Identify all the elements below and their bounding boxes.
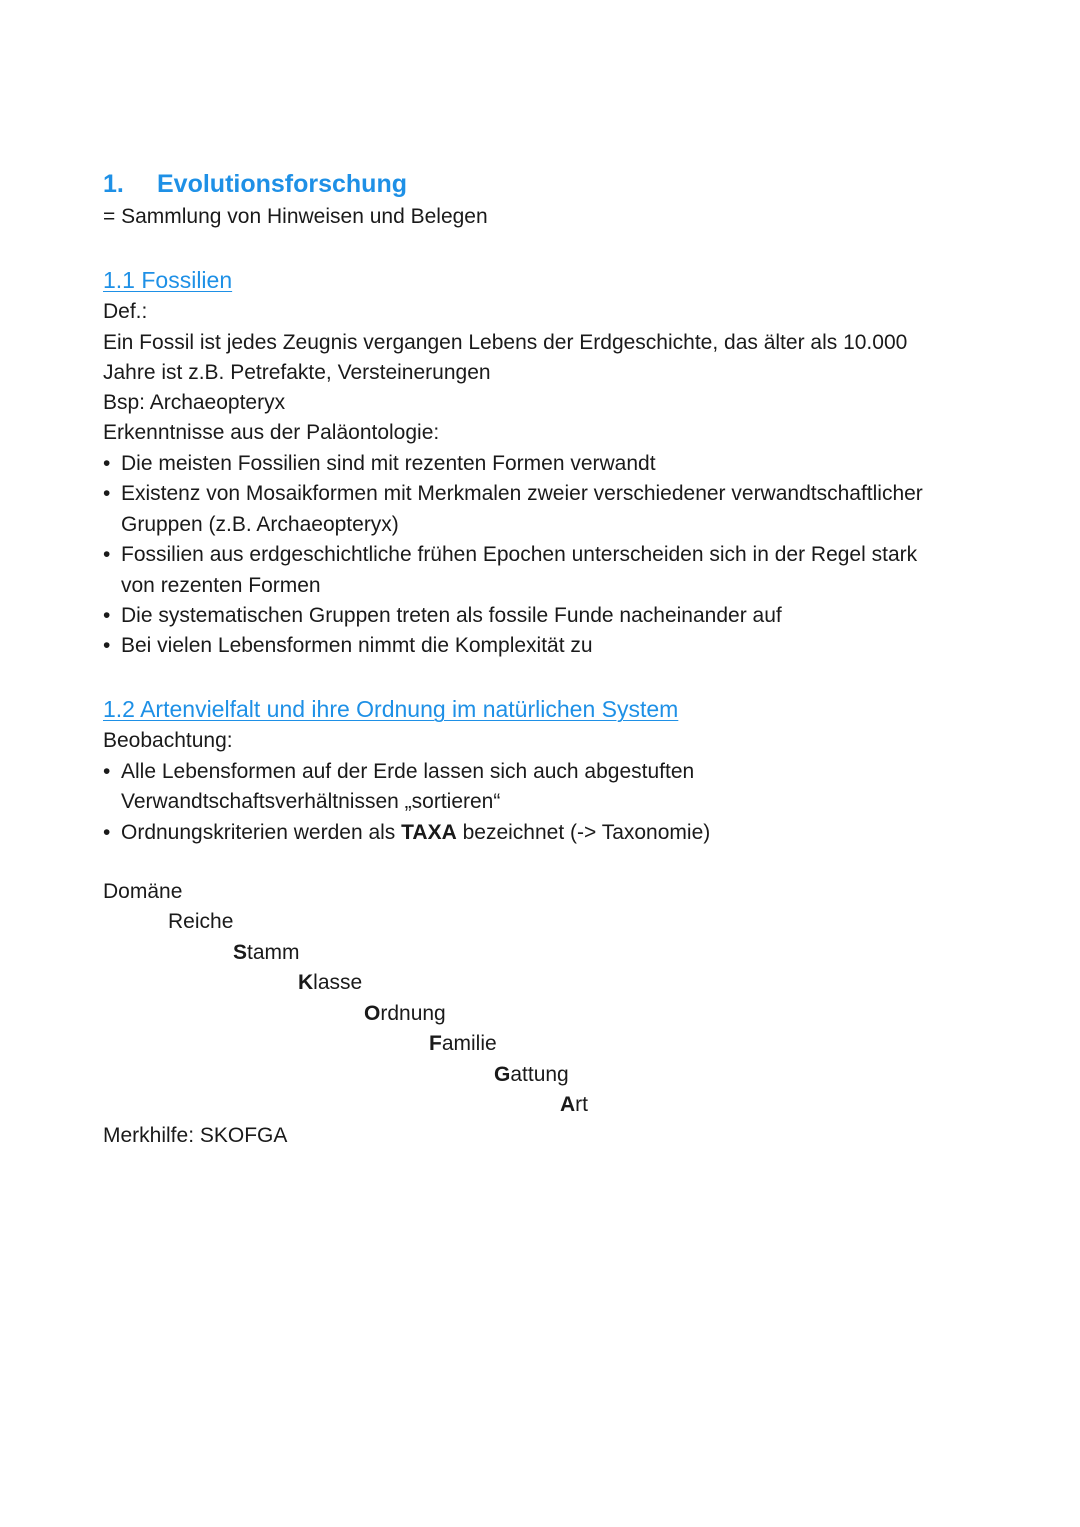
- taxonomy-initial: G: [494, 1063, 511, 1086]
- taxonomy-domain: Domäne: [103, 880, 183, 903]
- list-item: [103, 479, 923, 540]
- example-text: Bsp: Archaeopteryx: [103, 391, 286, 414]
- taxonomy-rest: amilie: [441, 1032, 497, 1055]
- list-item: [103, 540, 923, 601]
- list-item-text-suffix: bezeichnet (-> Taxonomie): [456, 820, 711, 844]
- findings-list: [103, 449, 923, 662]
- subsection-link-fossilien[interactable]: 1.1 Fossilien: [103, 267, 233, 293]
- taxonomy-initial: A: [560, 1093, 576, 1116]
- taxonomy-initial: S: [233, 941, 248, 964]
- list-item: [103, 449, 923, 479]
- section-number: 1.: [103, 170, 124, 198]
- taxonomy-level-class: [298, 968, 362, 998]
- mnemonic-text: Merkhilfe: SKOFGA: [103, 1124, 288, 1147]
- list-item-text: Die systematischen Gruppen treten als fossile Funde nacheinander auf: [121, 604, 782, 628]
- findings-label: Erkenntnisse aus der Paläontologie:: [103, 421, 440, 444]
- taxonomy-rest: attung: [510, 1063, 569, 1086]
- taxonomy-rest: tamm: [247, 941, 300, 964]
- observation-list: [103, 757, 710, 848]
- list-item: [103, 757, 710, 818]
- list-item: [103, 631, 923, 661]
- taxonomy-initial: F: [429, 1032, 442, 1055]
- list-item-text: • Alle Lebensformen auf der Erde lassen sich auch abgestuften: [121, 760, 695, 783]
- taxa-bold-term: TAXA: [401, 820, 457, 844]
- section-heading: [103, 168, 407, 200]
- list-item-text: • Fossilien aus erdgeschichtliche frühen Epochen unterscheiden sich in der Regel stark: [121, 543, 918, 567]
- list-item-text-continued: von rezenten Formen: [121, 573, 321, 597]
- taxonomy-initial: K: [298, 971, 314, 994]
- taxonomy-initial: O: [364, 1002, 381, 1025]
- taxonomy-level-order: [364, 999, 446, 1029]
- definition-text-line-1: Ein Fossil ist jedes Zeugnis vergangen Lebens der Erdgeschichte, das älter als 10.000: [103, 331, 908, 354]
- list-item-text: Bei vielen Lebensformen nimmt die Komplexität zu: [121, 634, 593, 658]
- section-title: Evolutionsforschung: [157, 170, 407, 198]
- taxonomy-level-phylum: [233, 938, 300, 968]
- subsection-link-artenvielfalt[interactable]: 1.2 Artenvielfalt und ihre Ordnung im natürlichen System: [103, 696, 679, 722]
- taxonomy-rest: rt: [575, 1093, 588, 1116]
- taxonomy-level-family: [429, 1029, 497, 1059]
- list-item: [103, 818, 710, 848]
- taxonomy-level-genus: [494, 1060, 569, 1090]
- definition-text-line-2: Jahre ist z.B. Petrefakte, Versteinerungen: [103, 361, 491, 384]
- definition-label: Def.:: [103, 300, 148, 323]
- list-item-text: • Existenz von Mosaikformen mit Merkmalen zweier verschiedener verwandtschaftlicher: [121, 482, 923, 506]
- list-item: [103, 601, 923, 631]
- list-item-text: Ordnungskriterien werden als: [121, 820, 402, 844]
- taxonomy-rest: rdnung: [380, 1002, 446, 1025]
- taxonomy-rest: lasse: [313, 971, 363, 994]
- list-item-text: Die meisten Fossilien sind mit rezenten Formen verwandt: [121, 452, 656, 475]
- taxonomy-level-species: [560, 1090, 588, 1120]
- list-item-text-continued: Verwandtschaftsverhältnissen „sortieren“: [121, 790, 501, 814]
- list-item-text-continued: Gruppen (z.B. Archaeopteryx): [121, 512, 399, 536]
- taxonomy-kingdom: Reiche: [168, 910, 234, 933]
- section-subtitle: = Sammlung von Hinweisen und Belegen: [103, 205, 488, 228]
- observation-label: Beobachtung:: [103, 729, 233, 752]
